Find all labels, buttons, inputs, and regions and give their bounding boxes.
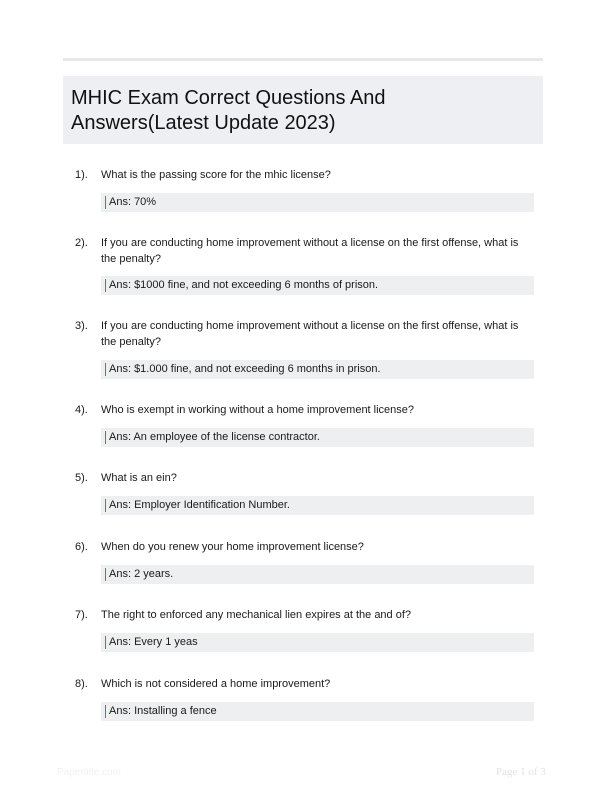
question-text: What is the passing score for the mhic license? (101, 169, 331, 181)
footer-watermark: Papertitle.com (57, 767, 121, 778)
question-text: The right to enforced any mechanical lien expires at the and of? (101, 609, 412, 621)
answer-box: Ans: 70% (101, 193, 534, 212)
question-text: If you are conducting home improvement without a license on the first offense, what is the penalty? (101, 237, 519, 265)
answer-box: Ans: Installing a fence (101, 702, 534, 721)
answer-box: Ans: Employer Identification Number. (101, 496, 534, 515)
answer-box: Ans: An employee of the license contractor. (101, 428, 534, 447)
question-number: 1). (75, 169, 88, 181)
question-number: 2). (75, 237, 88, 249)
page-number: Page 1 of 3 (496, 766, 546, 778)
question-number: 8). (75, 678, 88, 690)
question-text: If you are conducting home improvement without a license on the first offense, what is the penalty? (101, 320, 519, 348)
question-number: 6). (75, 541, 88, 553)
page-title-line-1: MHIC Exam Correct Questions And (71, 87, 386, 109)
answer-box: Ans: 2 years. (101, 565, 534, 584)
question-number: 3). (75, 320, 88, 332)
question-text: Which is not considered a home improvement? (101, 678, 331, 690)
top-divider (63, 58, 543, 61)
answer-box: Ans: $1.000 fine, and not exceeding 6 months in prison. (101, 360, 534, 379)
question-number: 7). (75, 609, 88, 621)
answer-box: Ans: $1000 fine, and not exceeding 6 months of prison. (101, 276, 534, 295)
page-title-line-2: Answers(Latest Update 2023) (71, 112, 336, 134)
question-text: What is an ein? (101, 472, 177, 484)
title-banner (63, 76, 543, 144)
question-number: 5). (75, 472, 88, 484)
answer-box: Ans: Every 1 yeas (101, 633, 534, 652)
question-text: When do you renew your home improvement license? (101, 541, 364, 553)
question-number: 4). (75, 404, 88, 416)
question-text: Who is exempt in working without a home improvement license? (101, 404, 415, 416)
